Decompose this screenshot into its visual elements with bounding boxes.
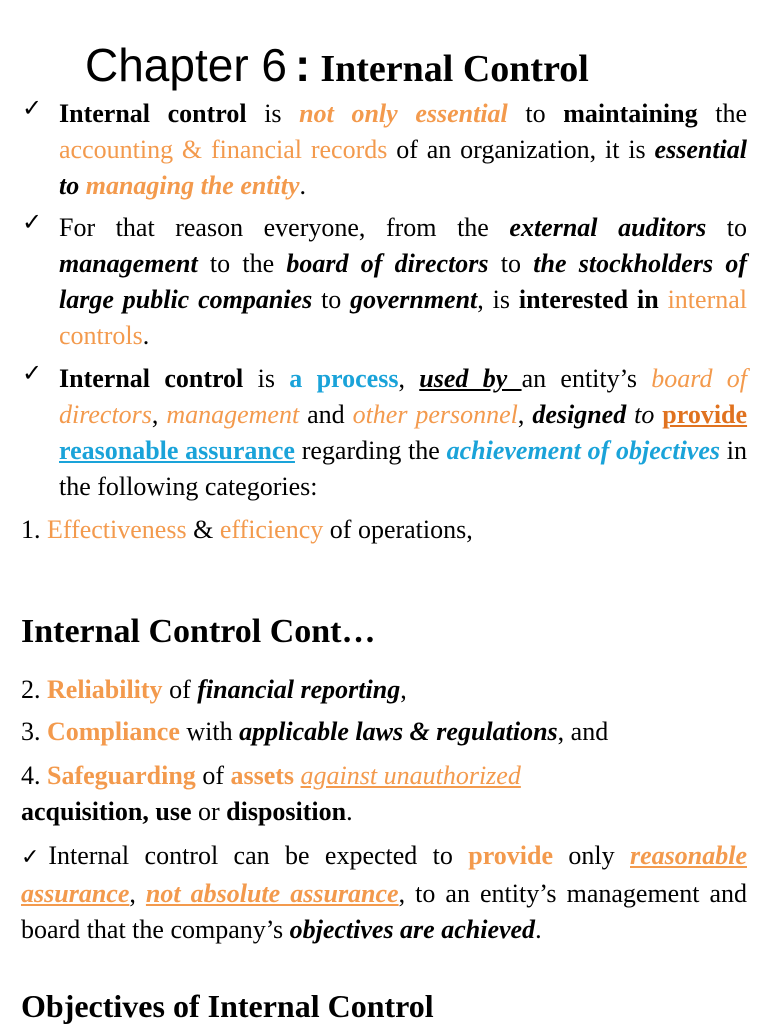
b1-s12: . xyxy=(299,171,307,200)
bullet-1 xyxy=(59,96,747,204)
b1-s6: the xyxy=(697,99,748,128)
check-mark-icon: ✓ xyxy=(22,208,43,236)
b2-s5: to the xyxy=(197,249,287,278)
b3-s5: used by xyxy=(419,364,522,393)
b2-s2: external auditors xyxy=(509,213,707,242)
bullet-3 xyxy=(59,361,747,505)
item4-g: or xyxy=(191,797,227,826)
p5-s9: . xyxy=(535,915,542,944)
check-mark-icon: ✓ xyxy=(21,845,49,870)
p5-s2: provide xyxy=(468,841,554,870)
check-mark-icon: ✓ xyxy=(22,359,43,387)
title-chapter: Chapter 6 xyxy=(85,39,288,91)
list-item-4-continued xyxy=(21,794,353,830)
b3-s21: achievement of objectives xyxy=(446,436,720,465)
b1-s3: not only essential xyxy=(299,99,508,128)
b2-s4: management xyxy=(59,249,198,278)
list-item-1 xyxy=(21,512,473,548)
b3-s4: , xyxy=(398,364,420,393)
b3-s17: provide xyxy=(662,400,748,429)
b2-s8: the stockholders of large public companies xyxy=(59,249,747,314)
b1-s5: maintaining xyxy=(563,99,698,128)
b3-s13: designed xyxy=(532,400,627,429)
item1-c: efficiency xyxy=(219,515,324,544)
b3-s20: regarding the xyxy=(294,436,447,465)
reasonable-assurance-paragraph xyxy=(21,838,747,948)
bullet-2 xyxy=(59,210,747,354)
item2-num: 2. xyxy=(21,675,47,704)
item3-d: , and xyxy=(557,717,609,746)
p5-s5: , xyxy=(129,879,146,908)
item1-num: 1. xyxy=(21,515,47,544)
b2-s10: government xyxy=(350,285,478,314)
item4-a: Safeguarding xyxy=(47,761,196,790)
b3-s6: an entity’s xyxy=(521,364,652,393)
b3-s1: Internal control xyxy=(59,364,244,393)
b2-s9: to xyxy=(312,285,351,314)
b2-s3: to xyxy=(706,213,748,242)
b2-s13 xyxy=(659,285,668,314)
b3-s12: , xyxy=(517,400,533,429)
list-item-2 xyxy=(21,672,407,708)
b3-s22: in the following categories: xyxy=(59,436,747,501)
b3-s10: and xyxy=(299,400,353,429)
b3-s11: other personnel xyxy=(352,400,518,429)
b2-s11: , is xyxy=(477,285,519,314)
item4-b: of xyxy=(195,761,231,790)
item4-e: against unauthorized xyxy=(300,761,521,790)
item4-f: acquisition, use xyxy=(21,797,192,826)
item4-i: . xyxy=(346,797,353,826)
check-mark-icon: ✓ xyxy=(22,94,43,122)
item3-b: with xyxy=(179,717,240,746)
b3-s2: is xyxy=(243,364,290,393)
b2-s6: board of directors xyxy=(286,249,489,278)
item4-c: assets xyxy=(230,761,295,790)
b1-s8: of an organization, it is xyxy=(387,135,655,164)
section-heading-cont: Internal Control Cont… xyxy=(21,613,376,650)
b2-s14: internal controls xyxy=(59,285,747,350)
b2-s12: interested in xyxy=(518,285,659,314)
b2-s15: . xyxy=(142,321,150,350)
p5-s4: reasonable assurance xyxy=(21,841,747,908)
b2-s1: For that reason everyone, from the xyxy=(59,213,510,242)
p5-s6: not absolute assurance xyxy=(145,879,399,908)
title-subject: Internal Control xyxy=(320,48,589,90)
item2-b: of xyxy=(162,675,198,704)
b3-s14 xyxy=(626,400,634,429)
b1-s2: is xyxy=(246,99,300,128)
item3-a: Compliance xyxy=(47,717,180,746)
b1-s11: managing the entity xyxy=(85,171,300,200)
item2-c: financial reporting xyxy=(197,675,401,704)
item1-b: & xyxy=(186,515,220,544)
b3-s9: management xyxy=(166,400,300,429)
b3-s7: board of directors xyxy=(59,364,747,429)
item2-a: Reliability xyxy=(47,675,163,704)
item2-d: , xyxy=(400,675,407,704)
item3-c: applicable laws & regulations xyxy=(239,717,558,746)
list-item-4 xyxy=(21,758,521,794)
b2-s7: to xyxy=(488,249,534,278)
p5-s3: only xyxy=(553,841,630,870)
item4-num: 4. xyxy=(21,761,47,790)
b1-s1: Internal control xyxy=(59,99,247,128)
p5-s7: , to an entity’s management and board that the company’s xyxy=(21,879,748,944)
section-heading-objectives: Objectives of Internal Control xyxy=(21,988,434,1024)
item3-num: 3. xyxy=(21,717,47,746)
item4-h: disposition xyxy=(226,797,347,826)
title-colon: : xyxy=(295,39,311,91)
item1-d: of operations, xyxy=(323,515,473,544)
b3-s15: to xyxy=(634,400,655,429)
b3-s19: reasonable assurance xyxy=(59,436,295,465)
b1-s7: accounting & financial records xyxy=(59,135,388,164)
b3-s8: , xyxy=(151,400,167,429)
b1-s4: to xyxy=(507,99,564,128)
p5-s8: objectives are achieved xyxy=(289,915,536,944)
list-item-3 xyxy=(21,714,608,750)
b3-s3: a process xyxy=(289,364,399,393)
p5-s1: Internal control can be expected to xyxy=(48,841,469,870)
page-title xyxy=(85,38,589,92)
item1-a: Effectiveness xyxy=(47,515,187,544)
b1-s9: essential to xyxy=(59,135,747,200)
